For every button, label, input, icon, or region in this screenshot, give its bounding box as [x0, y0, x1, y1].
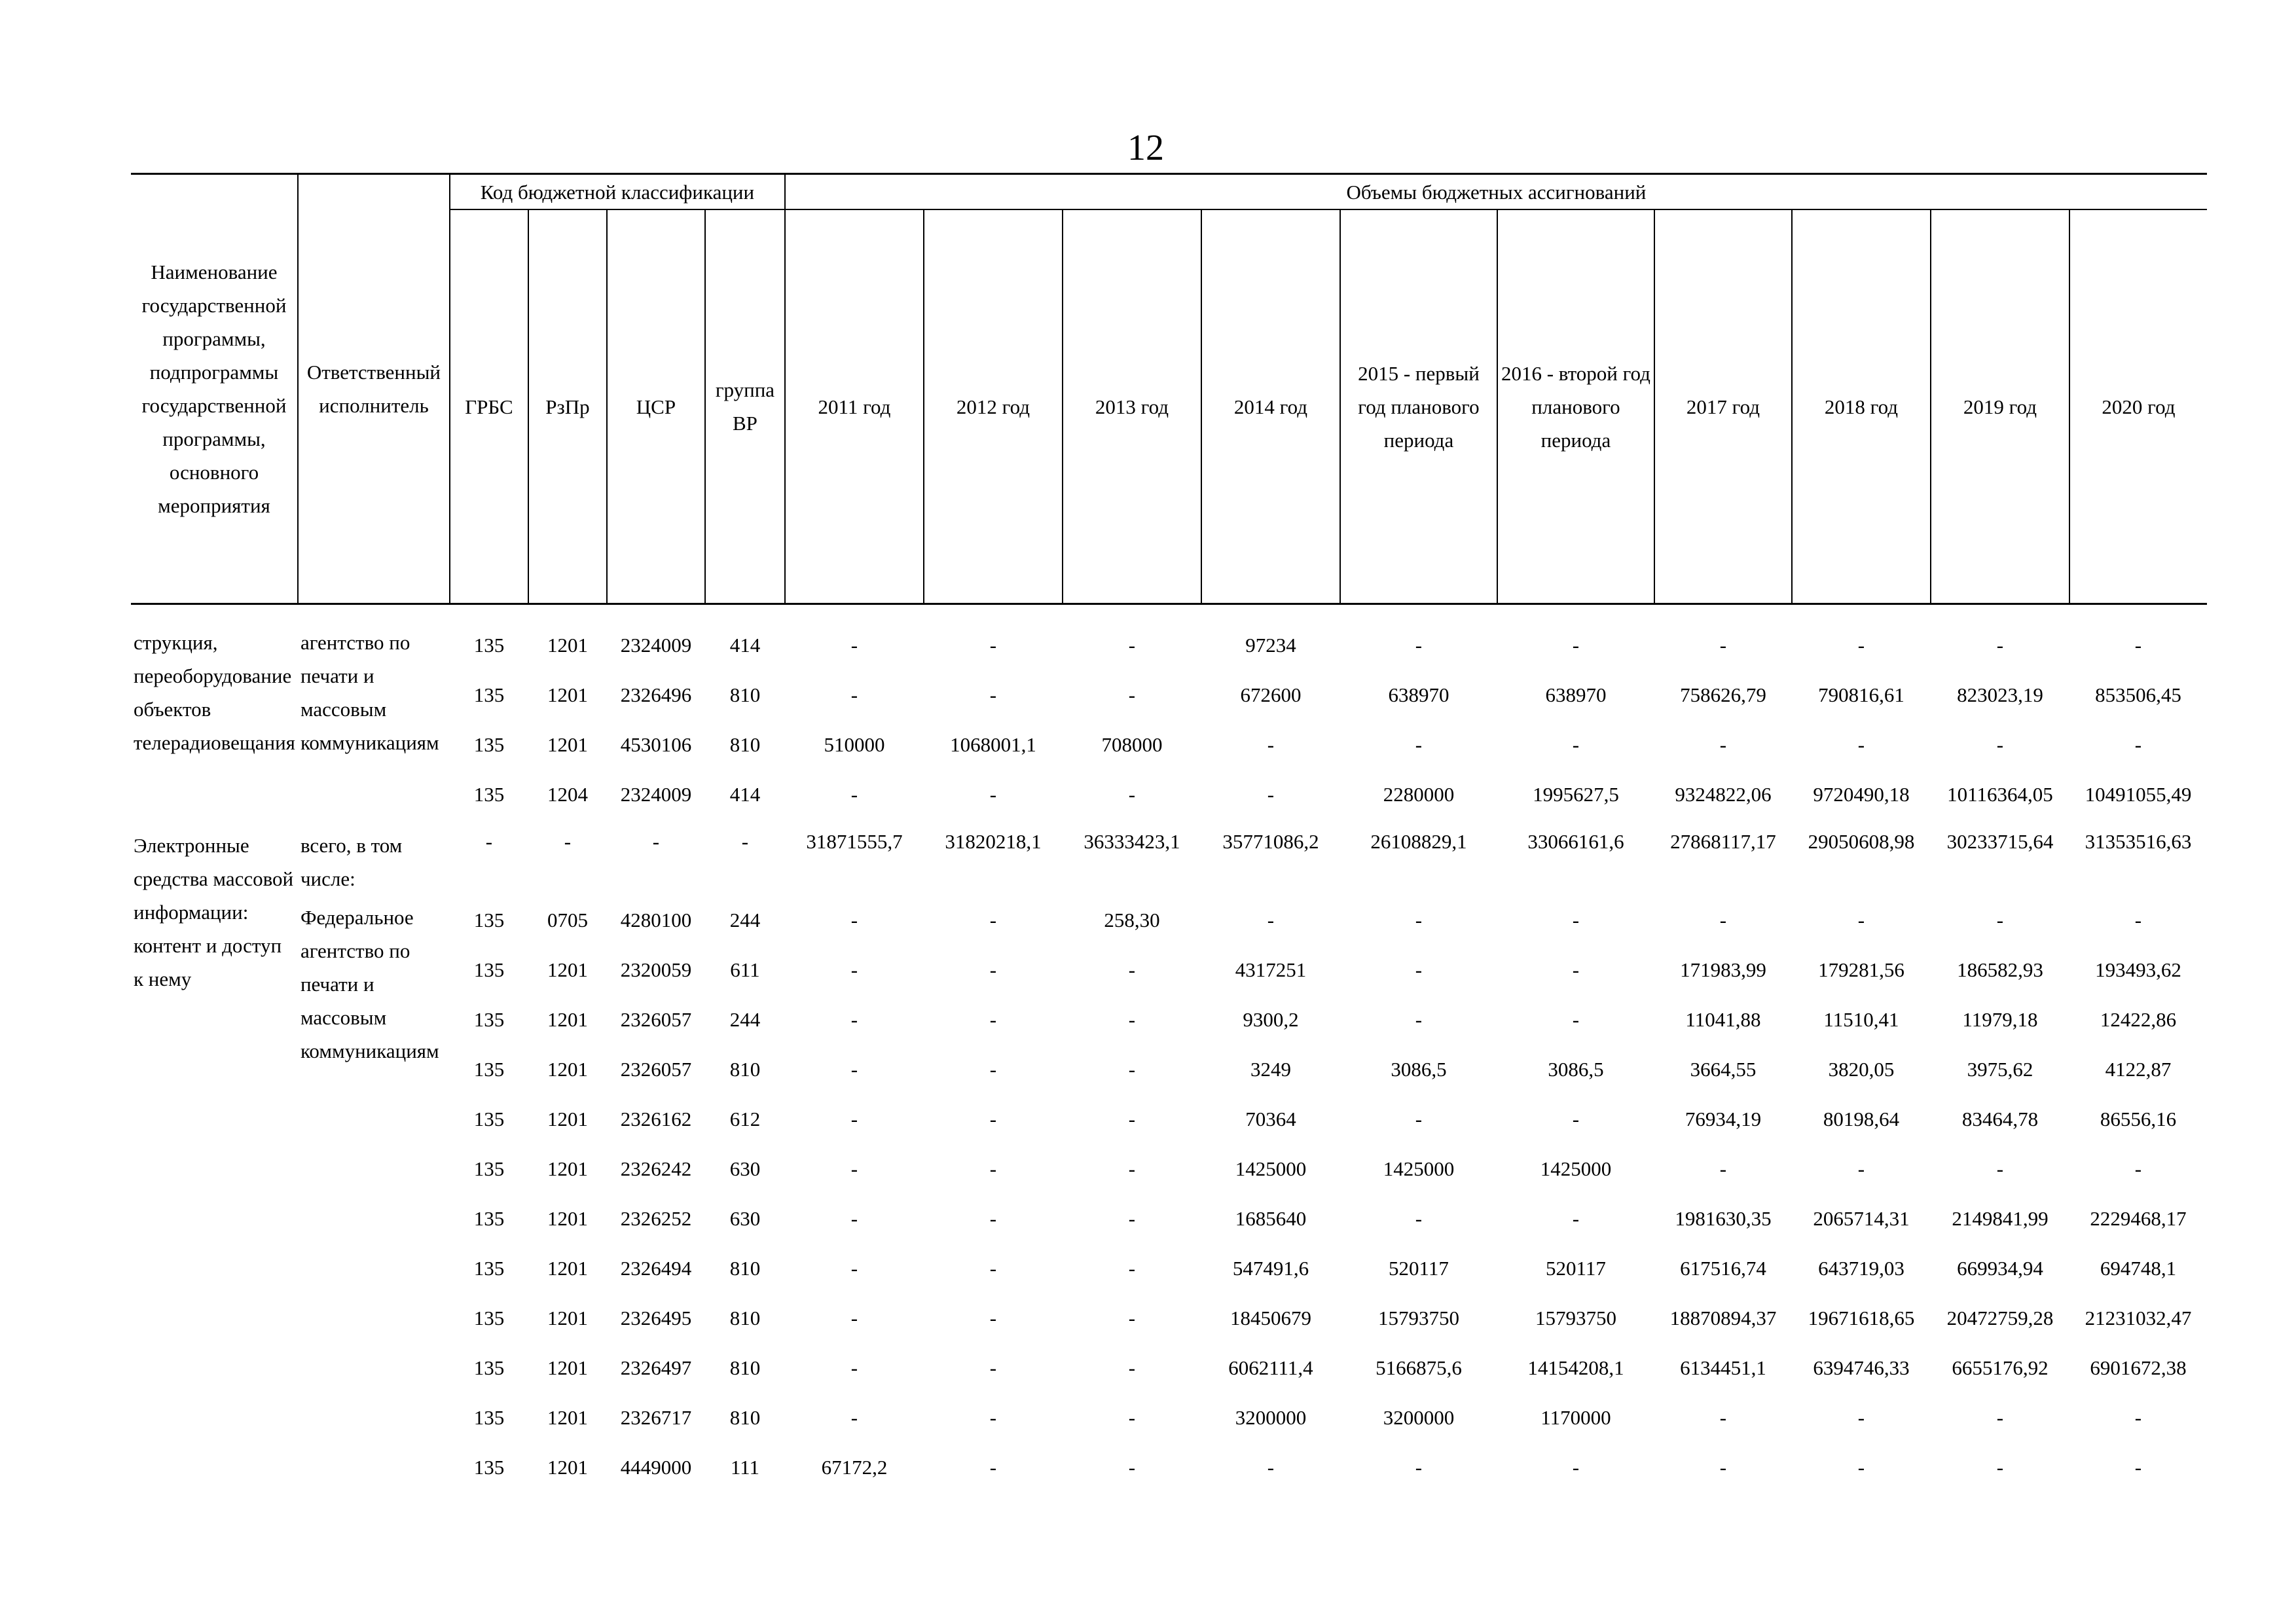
spacer-cell: [450, 604, 528, 621]
code-cell: 2326496: [620, 683, 692, 706]
spacer-cell: [1931, 604, 2069, 621]
amount-cell: 853506,45: [2095, 683, 2181, 706]
amount-cell: -: [1128, 958, 1136, 981]
amount-cell: 3820,05: [1828, 1058, 1895, 1081]
code-cell: 1201: [547, 1058, 588, 1081]
amount-cell: -: [1572, 1108, 1580, 1130]
amount-cell: -: [850, 783, 858, 806]
code-cell: 4449000: [620, 1456, 692, 1479]
code-cell: 135: [473, 1456, 505, 1479]
amount-cell: -: [1128, 1307, 1136, 1329]
amount-cell: -: [989, 1207, 997, 1230]
code-cell: 612: [729, 1108, 761, 1130]
header-year: 2019 год: [1931, 209, 2069, 604]
amount-cell: -: [1572, 1008, 1580, 1031]
code-cell: 1201: [547, 1108, 588, 1130]
amount-cell: 31820218,1: [945, 830, 1042, 853]
header-year: 2017 год: [1654, 209, 1792, 604]
amount-cell: -: [2134, 909, 2142, 931]
amount-cell: 758626,79: [1680, 683, 1766, 706]
header-code-group: Код бюджетной классификации: [450, 174, 785, 210]
code-cell: 611: [730, 958, 760, 981]
amount-cell: 3200000: [1235, 1406, 1307, 1429]
spacer-cell: [607, 604, 705, 621]
amount-cell: 11979,18: [1962, 1008, 2038, 1031]
amount-cell: 1170000: [1540, 1406, 1611, 1429]
amount-cell: -: [1572, 1207, 1580, 1230]
spacer-cell: [131, 604, 298, 621]
amount-cell: -: [850, 909, 858, 931]
amount-cell: 510000: [824, 733, 885, 756]
code-cell: 1201: [547, 1307, 588, 1329]
code-cell: 1201: [547, 1456, 588, 1479]
header-volume-group: Объемы бюджетных ассигнований: [785, 174, 2207, 210]
code-cell: -: [652, 830, 660, 853]
amount-cell: -: [1128, 1108, 1136, 1130]
amount-cell: -: [1996, 1406, 2004, 1429]
code-cell: 2326717: [620, 1406, 692, 1429]
executor-name: Федеральное агентство по печати и массовым коммуникациям: [300, 906, 439, 1062]
amount-cell: -: [1415, 909, 1423, 931]
amount-cell: -: [1128, 1207, 1136, 1230]
header-year: 2013 год: [1063, 209, 1201, 604]
spacer-cell: [785, 604, 924, 621]
amount-cell: 86556,16: [2100, 1108, 2177, 1130]
amount-cell: 20472759,28: [1946, 1307, 2054, 1329]
amount-cell: -: [1857, 733, 1865, 756]
amount-cell: -: [850, 634, 858, 657]
header-year: 2015 - первый год планового периода: [1340, 209, 1497, 604]
amount-cell: 15793750: [1535, 1307, 1616, 1329]
amount-cell: -: [1572, 733, 1580, 756]
code-cell: 2326162: [620, 1108, 692, 1130]
spacer-cell: [2069, 604, 2207, 621]
code-cell: 1201: [547, 733, 588, 756]
amount-cell: -: [1128, 1008, 1136, 1031]
code-cell: 135: [473, 1356, 505, 1379]
amount-cell: -: [989, 1257, 997, 1280]
amount-cell: -: [1857, 634, 1865, 657]
amount-cell: -: [1719, 634, 1727, 657]
amount-cell: -: [2134, 733, 2142, 756]
amount-cell: -: [2134, 1406, 2142, 1429]
code-cell: 135: [473, 1058, 505, 1081]
code-cell: 4530106: [620, 733, 692, 756]
amount-cell: -: [989, 909, 997, 931]
code-cell: 810: [729, 683, 761, 706]
amount-cell: -: [850, 1157, 858, 1180]
amount-cell: 6062111,4: [1228, 1356, 1313, 1379]
amount-cell: 6394746,33: [1813, 1356, 1910, 1379]
header-code: ЦСР: [607, 209, 705, 604]
spacer-cell: [1063, 604, 1201, 621]
amount-cell: 547491,6: [1232, 1257, 1309, 1280]
code-cell: 0705: [547, 909, 588, 931]
amount-cell: 3249: [1250, 1058, 1291, 1081]
amount-cell: -: [1415, 1207, 1423, 1230]
code-cell: 1201: [547, 1406, 588, 1429]
amount-cell: -: [1415, 634, 1423, 657]
table-row-total: [131, 820, 2207, 895]
amount-cell: 2149841,99: [1952, 1207, 2049, 1230]
code-cell: 135: [473, 783, 505, 806]
amount-cell: 3664,55: [1690, 1058, 1757, 1081]
amount-cell: -: [1267, 733, 1275, 756]
amount-cell: 10116364,05: [1947, 783, 2053, 806]
spacer-cell: [1340, 604, 1497, 621]
code-cell: 244: [729, 1008, 761, 1031]
amount-cell: -: [2134, 634, 2142, 657]
amount-cell: -: [989, 1008, 997, 1031]
amount-cell: -: [1415, 733, 1423, 756]
amount-cell: 708000: [1101, 733, 1163, 756]
amount-cell: -: [989, 783, 997, 806]
amount-cell: -: [1128, 634, 1136, 657]
code-cell: 135: [473, 1207, 505, 1230]
header-year: 2018 год: [1792, 209, 1931, 604]
amount-cell: -: [989, 1108, 997, 1130]
amount-cell: -: [850, 958, 858, 981]
amount-cell: -: [989, 1456, 997, 1479]
amount-cell: 76934,19: [1685, 1108, 1762, 1130]
amount-cell: 31871555,7: [806, 830, 903, 853]
amount-cell: 19671618,65: [1808, 1307, 1915, 1329]
amount-cell: -: [1128, 1157, 1136, 1180]
amount-cell: -: [1572, 634, 1580, 657]
amount-cell: -: [1857, 1157, 1865, 1180]
header-year: 2014 год: [1201, 209, 1340, 604]
code-cell: 2326494: [620, 1257, 692, 1280]
amount-cell: -: [1267, 783, 1275, 806]
amount-cell: 80198,64: [1823, 1108, 1900, 1130]
amount-cell: 9324822,06: [1675, 783, 1772, 806]
amount-cell: 15793750: [1377, 1307, 1459, 1329]
amount-cell: -: [850, 1406, 858, 1429]
amount-cell: -: [989, 1058, 997, 1081]
amount-cell: -: [1857, 909, 1865, 931]
amount-cell: -: [1128, 1058, 1136, 1081]
code-cell: 2324009: [620, 634, 692, 657]
amount-cell: -: [1719, 1406, 1727, 1429]
amount-cell: 67172,2: [821, 1456, 888, 1479]
amount-cell: 193493,62: [2095, 958, 2181, 981]
code-cell: 1201: [547, 1356, 588, 1379]
code-cell: 810: [729, 1307, 761, 1329]
amount-cell: -: [1415, 1108, 1423, 1130]
amount-cell: 35771086,2: [1222, 830, 1319, 853]
amount-cell: 258,30: [1104, 909, 1160, 931]
code-cell: 2326495: [620, 1307, 692, 1329]
code-cell: 2326057: [620, 1058, 692, 1081]
amount-cell: -: [1267, 909, 1275, 931]
spacer-cell: [924, 604, 1063, 621]
header-code: ГРБС: [450, 209, 528, 604]
amount-cell: 1425000: [1540, 1157, 1612, 1180]
amount-cell: 638970: [1388, 683, 1449, 706]
code-cell: 135: [473, 1307, 505, 1329]
code-cell: 1201: [547, 958, 588, 981]
program-name: струкция, переоборудование объектов телерадиовещания: [134, 631, 295, 754]
code-cell: 2326057: [620, 1008, 692, 1031]
amount-cell: -: [1719, 1157, 1727, 1180]
amount-cell: -: [1415, 958, 1423, 981]
code-cell: 2326497: [620, 1356, 692, 1379]
amount-cell: -: [850, 1008, 858, 1031]
amount-cell: 33066161,6: [1527, 830, 1624, 853]
header-year: 2020 год: [2069, 209, 2207, 604]
amount-cell: -: [1996, 909, 2004, 931]
amount-cell: 31353516,63: [2085, 830, 2192, 853]
amount-cell: 694748,1: [2100, 1257, 2177, 1280]
code-cell: 1201: [547, 683, 588, 706]
code-cell: 244: [729, 909, 761, 931]
amount-cell: 11041,88: [1685, 1008, 1761, 1031]
amount-cell: -: [1128, 683, 1136, 706]
amount-cell: 11510,41: [1823, 1008, 1899, 1031]
amount-cell: -: [2134, 1456, 2142, 1479]
amount-cell: -: [1719, 733, 1727, 756]
amount-cell: -: [1857, 1456, 1865, 1479]
amount-cell: -: [989, 1307, 997, 1329]
amount-cell: 18870894,37: [1669, 1307, 1777, 1329]
code-cell: 1201: [547, 634, 588, 657]
amount-cell: 1981630,35: [1675, 1207, 1772, 1230]
code-cell: 2324009: [620, 783, 692, 806]
amount-cell: -: [1996, 1157, 2004, 1180]
amount-cell: -: [1128, 1406, 1136, 1429]
code-cell: 135: [473, 1257, 505, 1280]
executor-name: агентство по печати и массовым коммуникациям: [300, 631, 439, 754]
code-cell: 135: [473, 733, 505, 756]
amount-cell: 83464,78: [1961, 1108, 2039, 1130]
header-code: РзПр: [528, 209, 607, 604]
amount-cell: 1425000: [1235, 1157, 1307, 1180]
amount-cell: -: [850, 1108, 858, 1130]
amount-cell: -: [1128, 1456, 1136, 1479]
spacer-cell: [1654, 604, 1792, 621]
spacer-cell: [1201, 604, 1340, 621]
amount-cell: 10491055,49: [2085, 783, 2192, 806]
amount-cell: 672600: [1240, 683, 1302, 706]
amount-cell: 669934,94: [1957, 1257, 2043, 1280]
amount-cell: -: [850, 1307, 858, 1329]
amount-cell: -: [1128, 783, 1136, 806]
spacer-cell: [528, 604, 607, 621]
amount-cell: -: [1415, 1456, 1423, 1479]
program-name: Электронные средства массовой информации: контент и доступ к нему: [134, 834, 294, 990]
code-cell: 414: [729, 634, 761, 657]
code-cell: 1204: [547, 783, 588, 806]
amount-cell: -: [1415, 1008, 1423, 1031]
amount-cell: 26108829,1: [1370, 830, 1467, 853]
amount-cell: 643719,03: [1818, 1257, 1904, 1280]
amount-cell: 179281,56: [1818, 958, 1904, 981]
header-code: группа ВР: [705, 209, 785, 604]
header-name: Наименование государственной программы, подпрограммы государственной программы, основного мероприятия: [131, 174, 298, 604]
amount-cell: -: [989, 1157, 997, 1180]
amount-cell: -: [1572, 1456, 1580, 1479]
amount-cell: -: [1572, 909, 1580, 931]
amount-cell: 29050608,98: [1808, 830, 1915, 853]
code-cell: 111: [730, 1456, 760, 1479]
amount-cell: 5166875,6: [1376, 1356, 1462, 1379]
amount-cell: -: [850, 1356, 858, 1379]
code-cell: 810: [729, 1257, 761, 1280]
amount-cell: -: [850, 1207, 858, 1230]
code-cell: 135: [473, 909, 505, 931]
amount-cell: 2229468,17: [2090, 1207, 2187, 1230]
table-row: [131, 621, 2207, 670]
budget-table: [131, 173, 2207, 1492]
code-cell: 2320059: [620, 958, 692, 981]
amount-cell: 3200000: [1383, 1406, 1455, 1429]
amount-cell: 97234: [1245, 634, 1296, 657]
code-cell: 135: [473, 1008, 505, 1031]
amount-cell: 3086,5: [1391, 1058, 1447, 1081]
amount-cell: 3086,5: [1548, 1058, 1604, 1081]
amount-cell: -: [850, 1058, 858, 1081]
total-label: всего, в том числе:: [300, 834, 403, 890]
spacer-cell: [1792, 604, 1931, 621]
code-cell: 135: [473, 1157, 505, 1180]
amount-cell: 18450679: [1230, 1307, 1311, 1329]
amount-cell: 1995627,5: [1533, 783, 1619, 806]
code-cell: 810: [729, 733, 761, 756]
amount-cell: 2280000: [1383, 783, 1455, 806]
code-cell: 630: [729, 1207, 761, 1230]
spacer-cell: [1497, 604, 1654, 621]
amount-cell: 4122,87: [2105, 1058, 2172, 1081]
table-row: [131, 895, 2207, 945]
code-cell: 810: [729, 1058, 761, 1081]
code-cell: 135: [473, 634, 505, 657]
code-cell: 2326242: [620, 1157, 692, 1180]
code-cell: 414: [729, 783, 761, 806]
amount-cell: 790816,61: [1818, 683, 1904, 706]
amount-cell: -: [850, 1257, 858, 1280]
amount-cell: 9300,2: [1243, 1008, 1299, 1031]
amount-cell: 638970: [1545, 683, 1607, 706]
code-cell: 135: [473, 1108, 505, 1130]
amount-cell: -: [1572, 958, 1580, 981]
amount-cell: 70364: [1245, 1108, 1296, 1130]
amount-cell: -: [989, 1356, 997, 1379]
code-cell: 135: [473, 958, 505, 981]
amount-cell: -: [1857, 1406, 1865, 1429]
amount-cell: -: [1996, 1456, 2004, 1479]
code-cell: 810: [729, 1406, 761, 1429]
amount-cell: -: [1719, 909, 1727, 931]
amount-cell: 171983,99: [1680, 958, 1766, 981]
amount-cell: -: [1719, 1456, 1727, 1479]
amount-cell: 1068001,1: [950, 733, 1036, 756]
amount-cell: 21231032,47: [2085, 1307, 2192, 1329]
amount-cell: 520117: [1546, 1257, 1606, 1280]
amount-cell: 12422,86: [2100, 1008, 2177, 1031]
amount-cell: 6901672,38: [2090, 1356, 2187, 1379]
amount-cell: 823023,19: [1957, 683, 2043, 706]
amount-cell: 30233715,64: [1946, 830, 2054, 853]
header-year: 2012 год: [924, 209, 1063, 604]
spacer-cell: [705, 604, 785, 621]
amount-cell: -: [989, 634, 997, 657]
code-cell: 2326252: [620, 1207, 692, 1230]
amount-cell: -: [1996, 733, 2004, 756]
code-cell: 810: [729, 1356, 761, 1379]
amount-cell: 14154208,1: [1527, 1356, 1624, 1379]
amount-cell: 617516,74: [1680, 1257, 1766, 1280]
amount-cell: 2065714,31: [1813, 1207, 1910, 1230]
amount-cell: 4317251: [1235, 958, 1307, 981]
amount-cell: 6655176,92: [1952, 1356, 2049, 1379]
code-cell: 135: [473, 1406, 505, 1429]
amount-cell: 1425000: [1383, 1157, 1455, 1180]
page-number: 12: [1127, 128, 1164, 168]
spacer-cell: [298, 604, 450, 621]
amount-cell: 1685640: [1235, 1207, 1307, 1230]
code-cell: -: [485, 830, 493, 853]
amount-cell: 6134451,1: [1680, 1356, 1766, 1379]
amount-cell: -: [989, 683, 997, 706]
amount-cell: -: [2134, 1157, 2142, 1180]
amount-cell: 520117: [1389, 1257, 1449, 1280]
header-year: 2016 - второй год планового периода: [1497, 209, 1654, 604]
amount-cell: 27868117,17: [1670, 830, 1776, 853]
amount-cell: -: [1128, 1257, 1136, 1280]
code-cell: 1201: [547, 1207, 588, 1230]
amount-cell: 9720490,18: [1813, 783, 1910, 806]
amount-cell: -: [1996, 634, 2004, 657]
amount-cell: -: [989, 958, 997, 981]
code-cell: 1201: [547, 1008, 588, 1031]
amount-cell: 36333423,1: [1084, 830, 1180, 853]
amount-cell: -: [1128, 1356, 1136, 1379]
code-cell: 1201: [547, 1257, 588, 1280]
amount-cell: 186582,93: [1957, 958, 2043, 981]
code-cell: 4280100: [620, 909, 692, 931]
amount-cell: 3975,62: [1967, 1058, 2033, 1081]
header-year: 2011 год: [785, 209, 924, 604]
code-cell: -: [741, 830, 749, 853]
code-cell: 1201: [547, 1157, 588, 1180]
code-cell: 630: [729, 1157, 761, 1180]
amount-cell: -: [1267, 1456, 1275, 1479]
code-cell: -: [564, 830, 572, 853]
header-executor: Ответственный исполнитель: [298, 174, 450, 604]
code-cell: 135: [473, 683, 505, 706]
amount-cell: -: [989, 1406, 997, 1429]
amount-cell: -: [850, 683, 858, 706]
